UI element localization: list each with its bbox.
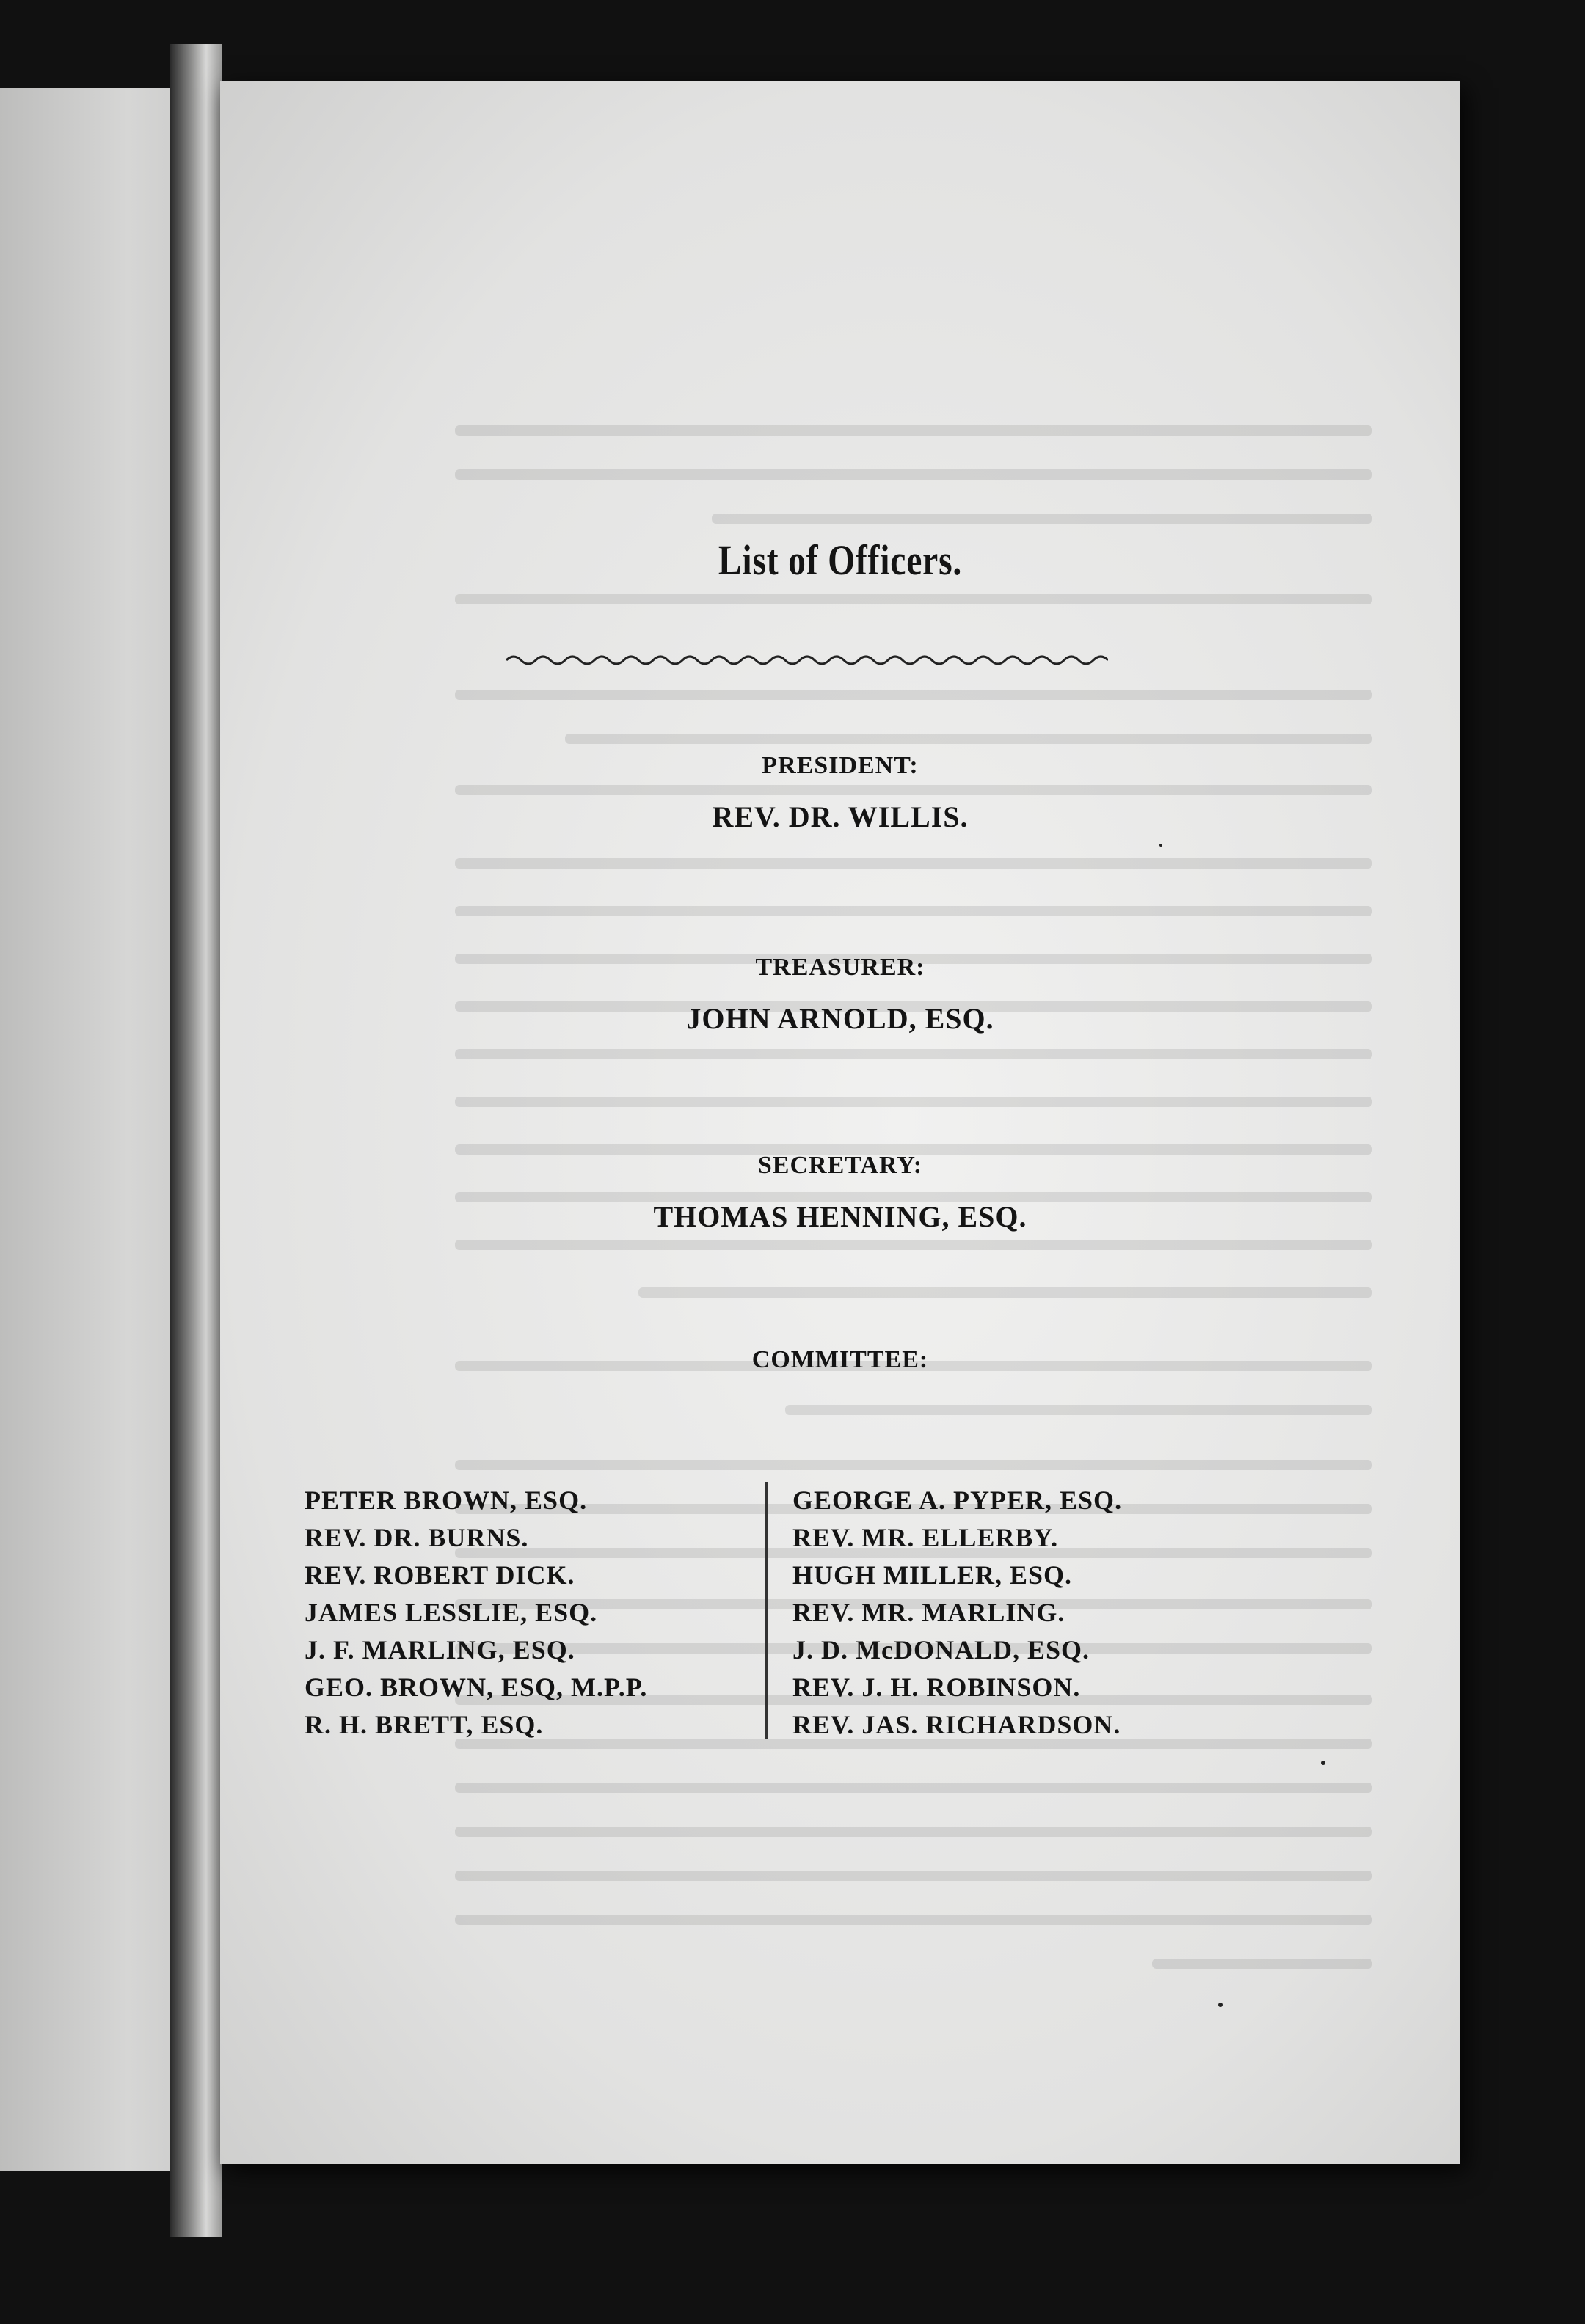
- committee-member: REV. JAS. RICHARDSON.: [792, 1710, 1121, 1739]
- committee-column-right: [792, 1482, 1122, 1744]
- ink-speck: [1321, 1761, 1325, 1765]
- bleed-line: [455, 425, 1372, 436]
- committee-member: REV. MR. ELLERBY.: [792, 1523, 1059, 1552]
- committee-member: GEO. BROWN, ESQ, M.P.P.: [305, 1673, 648, 1702]
- document-page: [220, 81, 1460, 2164]
- treasurer-label: TREASURER:: [755, 954, 925, 981]
- bleed-line: [455, 469, 1372, 480]
- ink-speck: [1159, 844, 1162, 847]
- committee-member: REV. J. H. ROBINSON.: [792, 1673, 1081, 1702]
- committee-member: R. H. BRETT, ESQ.: [305, 1710, 544, 1739]
- treasurer-name: JOHN ARNOLD, ESQ.: [686, 1002, 994, 1035]
- bleed-line: [455, 1827, 1372, 1837]
- bleed-line: [455, 1915, 1372, 1925]
- bleed-line: [1152, 1959, 1372, 1969]
- president-label: PRESIDENT:: [762, 752, 919, 779]
- committee-list: [305, 1482, 1449, 1746]
- committee-member: GEORGE A. PYPER, ESQ.: [792, 1486, 1123, 1515]
- ornamental-rule: [506, 649, 1108, 671]
- committee-member: J. D. McDONALD, ESQ.: [792, 1635, 1090, 1665]
- bleed-line: [455, 858, 1372, 869]
- bleed-line: [455, 690, 1372, 700]
- page-title: List of Officers.: [718, 536, 963, 584]
- committee-member: REV. DR. BURNS.: [305, 1523, 529, 1552]
- committee-member: J. F. MARLING, ESQ.: [305, 1635, 575, 1665]
- bleed-line: [455, 1097, 1372, 1107]
- bleed-line: [455, 906, 1372, 916]
- bleed-line: [638, 1287, 1372, 1298]
- committee-member: REV. ROBERT DICK.: [305, 1560, 575, 1590]
- bleed-line: [785, 1405, 1372, 1415]
- bleed-line: [455, 1240, 1372, 1250]
- committee-member: HUGH MILLER, ESQ.: [792, 1560, 1073, 1590]
- secretary-label: SECRETARY:: [757, 1152, 923, 1179]
- column-divider: [765, 1482, 768, 1739]
- bleed-line: [455, 1871, 1372, 1881]
- committee-member: REV. MR. MARLING.: [792, 1598, 1065, 1627]
- committee-member: PETER BROWN, ESQ.: [305, 1486, 588, 1515]
- committee-label: COMMITTEE:: [751, 1346, 929, 1373]
- bleed-line: [455, 594, 1372, 604]
- ink-speck: [1218, 2003, 1223, 2007]
- book-spine: [170, 44, 222, 2237]
- secretary-name: THOMAS HENNING, ESQ.: [653, 1200, 1027, 1233]
- bleed-line: [712, 514, 1372, 524]
- bleed-line: [455, 785, 1372, 795]
- bleed-through-text: [220, 81, 1460, 2164]
- committee-column-left: [305, 1482, 647, 1744]
- bleed-line: [455, 1460, 1372, 1470]
- bleed-line: [565, 734, 1372, 744]
- bleed-line: [455, 1049, 1372, 1059]
- committee-member: JAMES LESSLIE, ESQ.: [305, 1598, 598, 1627]
- president-name: REV. DR. WILLIS.: [712, 800, 969, 833]
- bleed-line: [455, 1783, 1372, 1793]
